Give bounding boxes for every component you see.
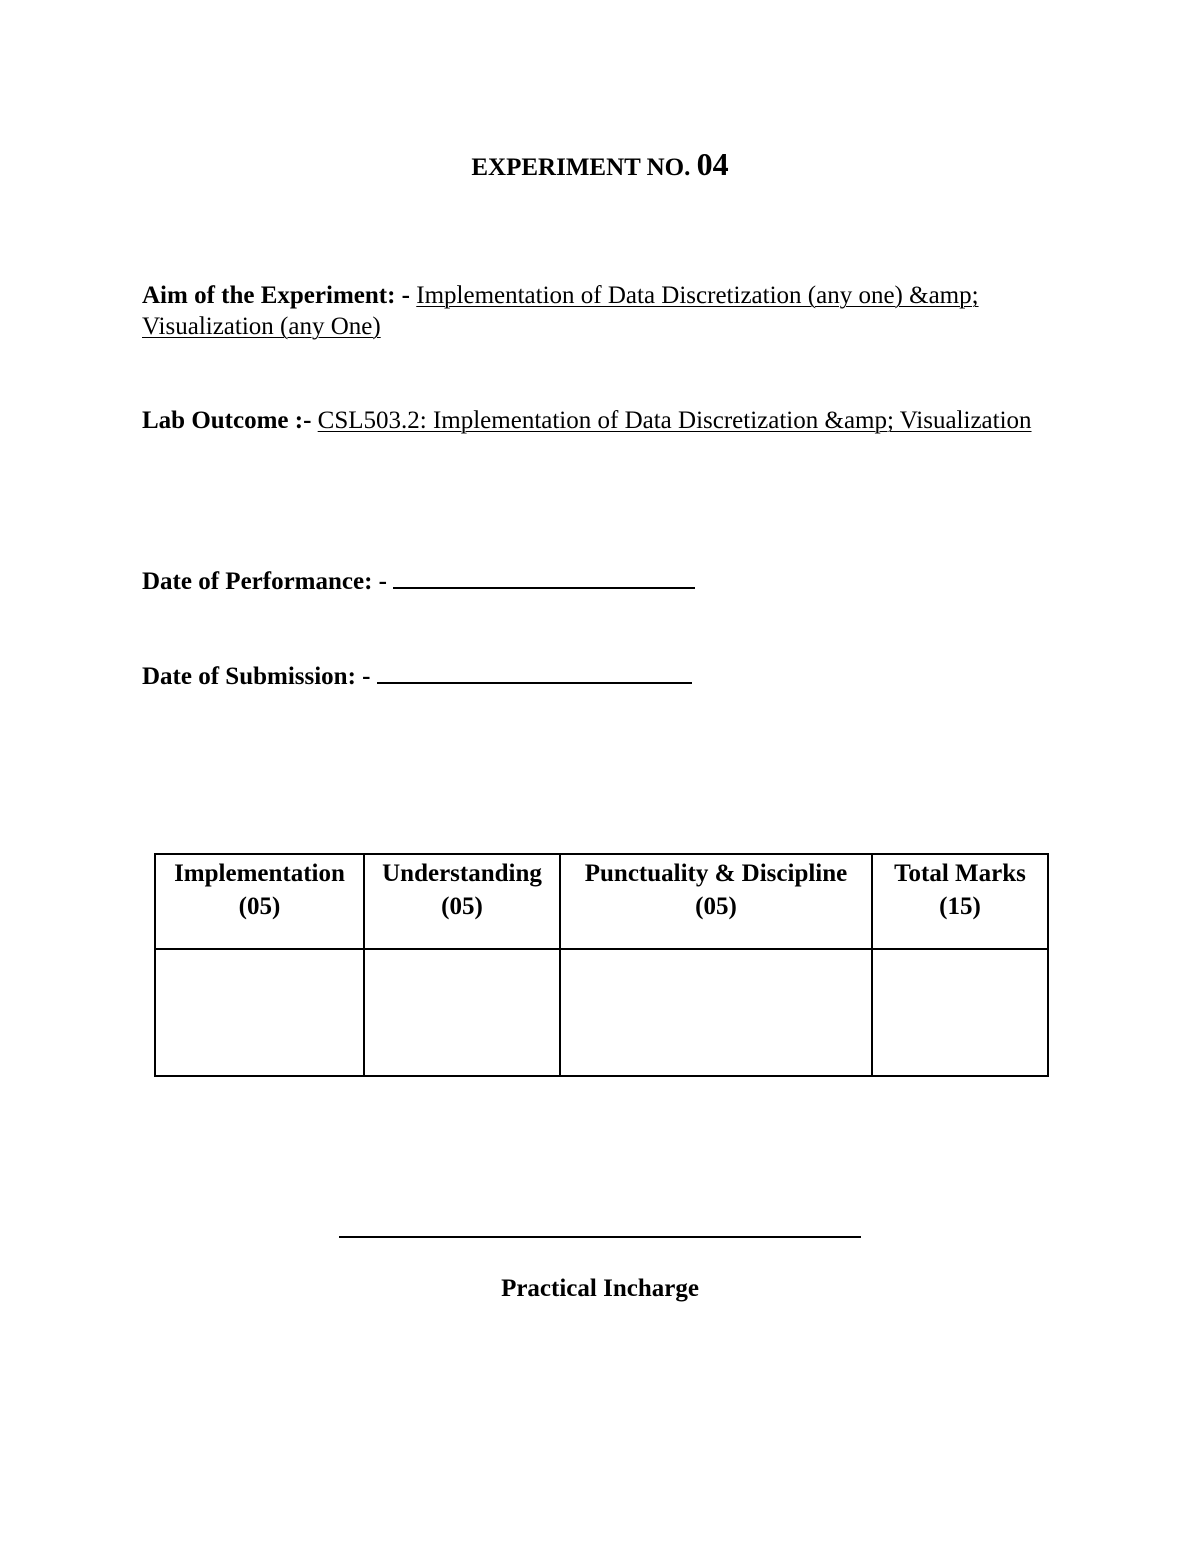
implementation-marks-cell: [155, 949, 364, 1076]
date-of-performance-label: Date of Performance: -: [142, 568, 388, 595]
header-punctuality-discipline: [560, 854, 872, 949]
date-of-submission-label: Date of Submission: -: [142, 663, 371, 690]
signature-line: [339, 1236, 861, 1238]
header-max: (05): [441, 893, 483, 920]
aim-label: Aim of the Experiment: -: [142, 282, 410, 309]
total-marks-cell: [872, 949, 1048, 1076]
title-prefix: EXPERIMENT NO.: [471, 154, 691, 181]
lab-outcome-section: [142, 405, 1042, 436]
date-of-performance-blank: [393, 563, 695, 589]
marks-table: [154, 853, 1049, 1077]
header-max: (15): [939, 893, 981, 920]
experiment-number: 04: [696, 146, 729, 182]
signature-label: Practical Incharge: [501, 1275, 699, 1302]
header-name: Implementation: [174, 860, 345, 887]
aim-value: Implementation of Data Discretization (any one) &amp; Visualization (any One): [142, 282, 979, 340]
header-name: Understanding: [382, 860, 542, 887]
date-of-submission: [142, 658, 692, 692]
header-name: Punctuality & Discipline: [584, 860, 848, 887]
page-title: [0, 146, 1200, 183]
punctuality-marks-cell: [560, 949, 872, 1076]
date-of-submission-blank: [377, 658, 692, 684]
header-understanding: [364, 854, 560, 949]
lab-outcome-value: CSL503.2: Implementation of Data Discretization &amp; Visualization: [317, 407, 1032, 434]
lab-outcome-label: Lab Outcome :-: [142, 407, 312, 434]
aim-section: [142, 280, 1042, 342]
header-implementation: [155, 854, 364, 949]
header-max: (05): [238, 893, 281, 920]
header-max: (05): [695, 893, 737, 920]
marks-header-row: [155, 854, 1048, 949]
header-total-marks: [872, 854, 1048, 949]
header-name: Total Marks: [894, 860, 1026, 887]
date-of-performance: [142, 563, 695, 597]
marks-entry-row: [155, 949, 1048, 1076]
understanding-marks-cell: [364, 949, 560, 1076]
